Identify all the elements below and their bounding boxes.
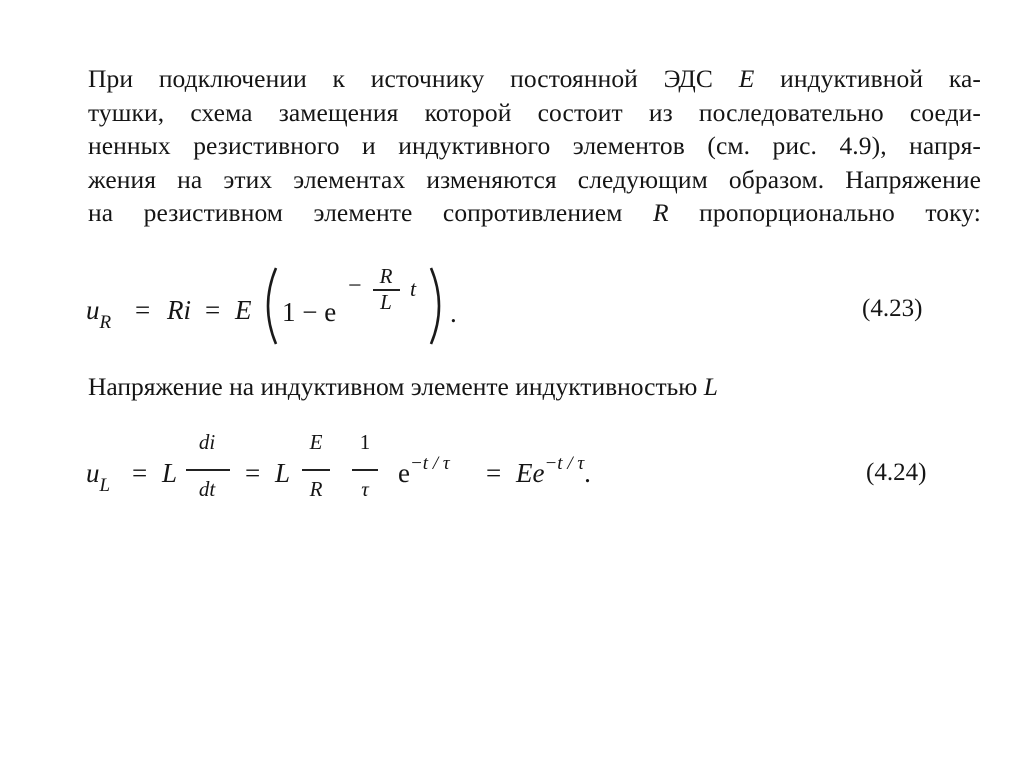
body-paragraph [88, 62, 981, 230]
eq2-e-exp: $e^{-t / \tau}$ [398, 453, 450, 488]
eq2-R: R [309, 477, 323, 501]
eq2-equals-1: = [132, 458, 148, 488]
eq2-equals-2: = [245, 458, 261, 488]
equation-number-4-23: (4.23) [862, 295, 923, 322]
eq2-di: di [198, 430, 216, 454]
eq2-tau-bar [352, 469, 378, 471]
paragraph-line-1 [88, 62, 981, 96]
eq1-period: . [450, 298, 457, 328]
eq1-E: E [235, 295, 252, 325]
var-E: E [738, 64, 755, 93]
var-R: R [652, 198, 669, 227]
eq2-dfrac-bar [186, 469, 230, 471]
eq2-L1: L [162, 458, 178, 488]
eq1-t: t [410, 276, 417, 301]
line1-text-before: При подключении к источнику постоянной ЭДС [88, 64, 714, 93]
left-paren [256, 266, 282, 346]
equation-4-23 [0, 262, 1024, 352]
eq1-lhs: $u_R$ [86, 295, 112, 333]
inductive-sentence [88, 372, 718, 402]
eq1-Ri: Ri [167, 295, 191, 325]
equation-number-4-24: (4.24) [866, 459, 927, 486]
paragraph-line-5 [88, 196, 981, 230]
eq2-tau: τ [361, 477, 369, 501]
paragraph-line-2: тушки, схема замещения которой состоит из последовательно соеди- [88, 97, 981, 127]
sentence2-text: Напряжение на индуктивном элементе индуктивностью [88, 372, 698, 401]
line1-text-after: индуктивной ка- [780, 64, 981, 93]
paragraph-line-3: ненных резистивного и индуктивного элементов (см. рис. 4.9), напря- [88, 131, 981, 160]
line5-text-before: на резистивном элементе сопротивлением [88, 198, 623, 227]
paragraph-line-4: жения на этих элементах изменяются следующим образом. Напряжение [88, 164, 981, 194]
eq2-equals-3: = [486, 458, 502, 488]
eq2-L2: L [275, 458, 291, 488]
eq2-one: 1 [359, 430, 371, 454]
eq1-frac-num: R [379, 264, 393, 288]
eq1-frac-den: L [380, 290, 392, 314]
eq1-equals-1: = [135, 295, 151, 325]
eq2-lhs: $u_L$ [86, 458, 111, 496]
right-paren [425, 266, 451, 346]
eq2-dt: dt [198, 477, 216, 501]
eq1-equals-2: = [205, 295, 221, 325]
eq1-exp-minus: − [348, 273, 362, 299]
eq2-ER-bar [302, 469, 330, 471]
eq2-E: E [309, 430, 323, 454]
eq1-one-minus-e: 1 − e [282, 297, 337, 327]
var-L: L [703, 372, 718, 401]
equation-4-24 [0, 425, 1024, 515]
eq2-Ee-exp: $Ee^{-t / \tau}$. [516, 453, 591, 488]
line5-text-after: пропорционально току: [699, 198, 981, 227]
